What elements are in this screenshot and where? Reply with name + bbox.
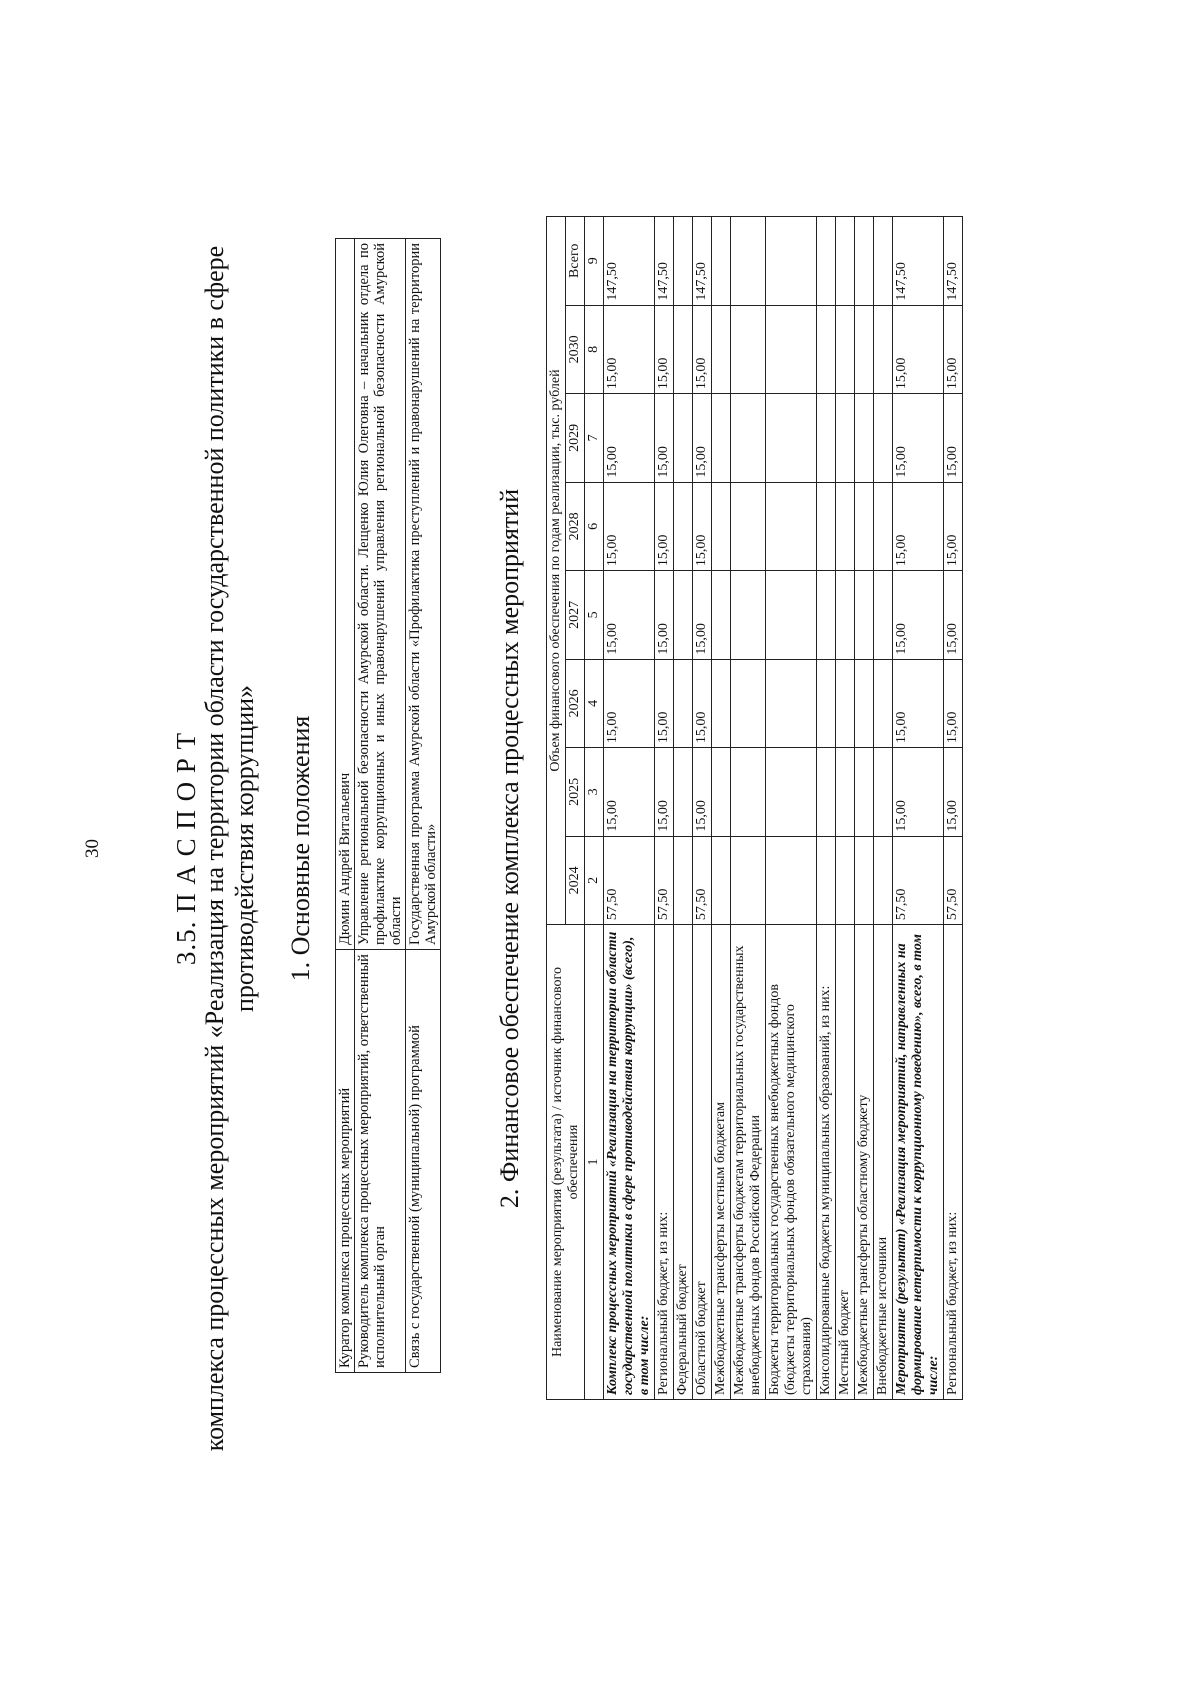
- table-row: [855, 217, 874, 1400]
- value-cell: [817, 748, 836, 837]
- row-label: Региональный бюджет, из них:: [944, 925, 963, 1400]
- value-cell: [874, 217, 893, 306]
- value-cell: 147,50: [693, 217, 712, 306]
- value-cell: [766, 836, 817, 925]
- document-subtitle-line1: комплекса процессных мероприятий «Реализация на территории области государственной политики в сфере: [200, 245, 229, 1452]
- table-row: [893, 217, 944, 1400]
- document-title: 3.5. П А С П О Р Т: [171, 731, 201, 966]
- value-cell: [836, 217, 855, 306]
- value-cell: [766, 659, 817, 748]
- row-label: Федеральный бюджет: [674, 925, 693, 1400]
- value-cell: [674, 305, 693, 394]
- value-cell: 15,00: [655, 394, 674, 483]
- value-cell: 15,00: [693, 659, 712, 748]
- table-row: [817, 217, 836, 1400]
- row-label: Местный бюджет: [836, 925, 855, 1400]
- column-number: 2: [585, 836, 604, 925]
- column-header-year: 2027: [566, 571, 585, 660]
- value-cell: [731, 659, 766, 748]
- financing-table-body: [604, 217, 963, 1400]
- value-cell: [674, 659, 693, 748]
- value-cell: 15,00: [693, 748, 712, 837]
- value-cell: [766, 748, 817, 837]
- table-row: [355, 239, 406, 1373]
- value-cell: [836, 482, 855, 571]
- value-cell: [731, 571, 766, 660]
- value-cell: [836, 748, 855, 837]
- value-cell: [731, 836, 766, 925]
- value-cell: [712, 482, 731, 571]
- value-cell: [766, 571, 817, 660]
- value-cell: [766, 305, 817, 394]
- financing-table: [546, 216, 963, 1400]
- value-cell: [874, 571, 893, 660]
- value-cell: [731, 305, 766, 394]
- table-cell: Связь с государственной (муниципальной) программой: [406, 950, 441, 1373]
- column-number: 4: [585, 659, 604, 748]
- value-cell: [712, 659, 731, 748]
- row-label: Региональный бюджет, из них:: [655, 925, 674, 1400]
- value-cell: 57,50: [604, 836, 655, 925]
- value-cell: [836, 659, 855, 748]
- table-cell: Руководитель комплекса процессных мероприятий, ответственный исполнительный орган: [355, 950, 406, 1373]
- row-label: Мероприятие (результат) «Реализация мероприятий, направленных на формирование нетерпимости к коррупционному поведению», всего, в том числе:: [893, 925, 944, 1400]
- value-cell: [855, 217, 874, 306]
- value-cell: [855, 571, 874, 660]
- value-cell: [712, 217, 731, 306]
- value-cell: [766, 394, 817, 483]
- column-header-year: 2025: [566, 748, 585, 837]
- value-cell: [817, 836, 836, 925]
- value-cell: 15,00: [944, 748, 963, 837]
- value-cell: 15,00: [604, 659, 655, 748]
- table-cell: Государственная программа Амурской области «Профилактика преступлений и правонарушений на территории Амурской области»: [406, 239, 441, 950]
- table-row: [655, 217, 674, 1400]
- value-cell: 147,50: [944, 217, 963, 306]
- table-row: [693, 217, 712, 1400]
- value-cell: 57,50: [693, 836, 712, 925]
- table-row: [836, 217, 855, 1400]
- basic-provisions-table: [335, 238, 441, 1373]
- value-cell: [712, 305, 731, 394]
- value-cell: [874, 482, 893, 571]
- value-cell: [731, 482, 766, 571]
- value-cell: 57,50: [893, 836, 944, 925]
- value-cell: [731, 394, 766, 483]
- table-row: [766, 217, 817, 1400]
- value-cell: 15,00: [944, 659, 963, 748]
- value-cell: [817, 571, 836, 660]
- value-cell: [855, 836, 874, 925]
- table-row: [336, 239, 355, 1373]
- value-cell: 147,50: [604, 217, 655, 306]
- value-cell: [874, 305, 893, 394]
- value-cell: 15,00: [655, 748, 674, 837]
- table-row: [944, 217, 963, 1400]
- value-cell: [712, 394, 731, 483]
- value-cell: [855, 305, 874, 394]
- value-cell: 15,00: [655, 305, 674, 394]
- value-cell: 15,00: [655, 571, 674, 660]
- value-cell: [712, 571, 731, 660]
- column-number-row: [585, 217, 604, 1400]
- document-subtitle-line2: противодействия коррупции»: [230, 684, 259, 1013]
- value-cell: [855, 482, 874, 571]
- column-number: 1: [585, 925, 604, 1400]
- table-row: [712, 217, 731, 1400]
- column-header-name: Наименование мероприятия (результата) / источник финансового обеспечения: [547, 925, 585, 1400]
- column-header-total: Всего: [566, 217, 585, 306]
- value-cell: [855, 748, 874, 837]
- value-cell: 15,00: [944, 394, 963, 483]
- row-label: Внебюджетные источники: [874, 925, 893, 1400]
- value-cell: [712, 836, 731, 925]
- value-cell: [817, 482, 836, 571]
- section1-title: 1. Основные положения: [286, 715, 315, 982]
- table-row: [674, 217, 693, 1400]
- value-cell: 15,00: [944, 305, 963, 394]
- value-cell: [836, 305, 855, 394]
- row-label: Комплекс процессных мероприятий «Реализация на территории области государственной политики в сфере противодействия коррупции» (всего), в том числе:: [604, 925, 655, 1400]
- value-cell: [674, 748, 693, 837]
- table-cell: Дюмин Андрей Витальевич: [336, 239, 355, 950]
- value-cell: [674, 836, 693, 925]
- value-cell: 147,50: [655, 217, 674, 306]
- column-number: 5: [585, 571, 604, 660]
- value-cell: [817, 305, 836, 394]
- value-cell: [674, 394, 693, 483]
- row-label: Межбюджетные трансферты бюджетам территориальных государственных внебюджетных фондов Российской Федерации: [731, 925, 766, 1400]
- value-cell: 15,00: [893, 748, 944, 837]
- column-header-volume: Объем финансового обеспечения по годам реализации, тыс. рублей: [547, 217, 566, 925]
- row-label: Межбюджетные трансферты местным бюджетам: [712, 925, 731, 1400]
- column-header-year: 2024: [566, 836, 585, 925]
- value-cell: 57,50: [655, 836, 674, 925]
- value-cell: [817, 217, 836, 306]
- value-cell: [731, 217, 766, 306]
- value-cell: [766, 482, 817, 571]
- column-number: 9: [585, 217, 604, 306]
- table-row: [731, 217, 766, 1400]
- value-cell: [712, 748, 731, 837]
- value-cell: 15,00: [655, 482, 674, 571]
- section2-title: 2. Финансовое обеспечение комплекса процессных мероприятий: [495, 488, 524, 1209]
- value-cell: 57,50: [944, 836, 963, 925]
- table-header-row: [547, 217, 566, 1400]
- column-header-year: 2028: [566, 482, 585, 571]
- value-cell: 15,00: [604, 394, 655, 483]
- column-number: 3: [585, 748, 604, 837]
- column-number: 8: [585, 305, 604, 394]
- value-cell: [836, 571, 855, 660]
- value-cell: 15,00: [693, 305, 712, 394]
- value-cell: [874, 748, 893, 837]
- value-cell: [817, 659, 836, 748]
- value-cell: [874, 836, 893, 925]
- value-cell: 15,00: [944, 482, 963, 571]
- value-cell: [855, 659, 874, 748]
- value-cell: 15,00: [893, 659, 944, 748]
- value-cell: [674, 571, 693, 660]
- row-label: Межбюджетные трансферты областному бюджету: [855, 925, 874, 1400]
- value-cell: [817, 394, 836, 483]
- value-cell: [874, 394, 893, 483]
- column-header-year: 2030: [566, 305, 585, 394]
- value-cell: [836, 394, 855, 483]
- value-cell: 15,00: [893, 394, 944, 483]
- value-cell: 15,00: [893, 305, 944, 394]
- value-cell: 15,00: [944, 571, 963, 660]
- value-cell: 15,00: [893, 571, 944, 660]
- value-cell: 15,00: [893, 482, 944, 571]
- value-cell: 15,00: [604, 571, 655, 660]
- value-cell: 15,00: [655, 659, 674, 748]
- table-row: [604, 217, 655, 1400]
- value-cell: [836, 836, 855, 925]
- column-header-year: 2029: [566, 394, 585, 483]
- value-cell: 15,00: [604, 482, 655, 571]
- value-cell: 15,00: [604, 305, 655, 394]
- value-cell: 15,00: [693, 394, 712, 483]
- table-cell: Куратор комплекса процессных мероприятий: [336, 950, 355, 1373]
- value-cell: [674, 217, 693, 306]
- column-number: 6: [585, 482, 604, 571]
- column-header-year: 2026: [566, 659, 585, 748]
- value-cell: 15,00: [693, 482, 712, 571]
- table-row: [406, 239, 441, 1373]
- row-label: Областной бюджет: [693, 925, 712, 1400]
- value-cell: [855, 394, 874, 483]
- value-cell: [731, 748, 766, 837]
- table-row: [874, 217, 893, 1400]
- table-cell: Управление региональной безопасности Амурской области. Лещенко Юлия Олеговна – начальник отдела по профилактике коррупционных и иных правонарушений управления региональной безопасности Амурской области: [355, 239, 406, 950]
- value-cell: [674, 482, 693, 571]
- row-label: Консолидированные бюджеты муниципальных образований, из них:: [817, 925, 836, 1400]
- page-number: 30: [82, 839, 103, 858]
- value-cell: [874, 659, 893, 748]
- value-cell: 15,00: [693, 571, 712, 660]
- value-cell: 147,50: [893, 217, 944, 306]
- value-cell: 15,00: [604, 748, 655, 837]
- row-label: Бюджеты территориальных государственных внебюджетных фондов (бюджеты территориальных фондов обязательного медицинского страхования): [766, 925, 817, 1400]
- value-cell: [766, 217, 817, 306]
- column-number: 7: [585, 394, 604, 483]
